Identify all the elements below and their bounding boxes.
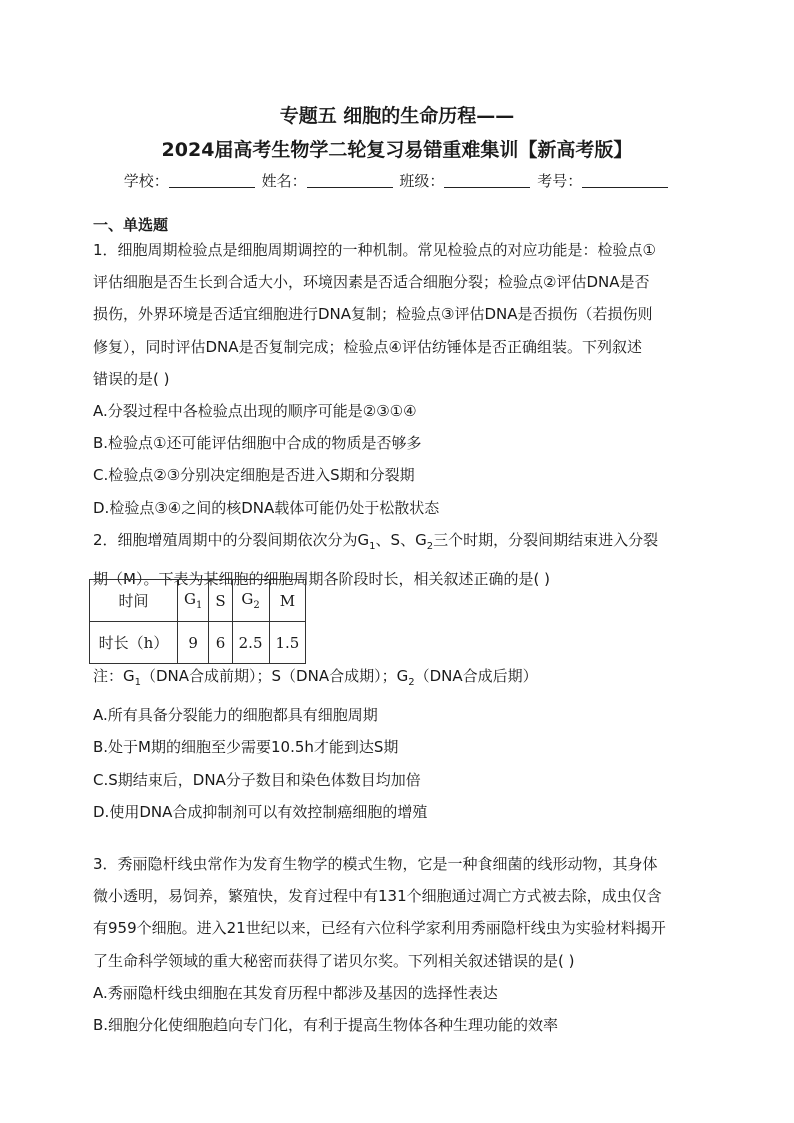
q3-stem-line: 3．秀丽隐杆线虫常作为发育生物学的模式生物，它是一种食细菌的线形动物，其身体 (93, 855, 658, 873)
q2-option-c: C.S期结束后，DNA分子数目和染色体数目均加倍 (93, 770, 421, 789)
table-header-cell: M (269, 580, 306, 622)
q3-option-a: A.秀丽隐杆线虫细胞在其发育历程中都涉及基因的选择性表达 (93, 983, 498, 1002)
q2-table-note (93, 660, 705, 699)
q1-option-d: D.检验点③④之间的核DNA载体可能仍处于松散状态 (93, 498, 440, 517)
q3-stem-line: 微小透明，易饲养，繁殖快，发育过程中有131个细胞通过凋亡方式被去除，成虫仅含 (93, 887, 662, 906)
question-3 (93, 848, 705, 1041)
q2-option-d: D.使用DNA合成抑制剂可以有效控制癌细胞的增殖 (93, 802, 428, 821)
table-cell: 时长（h） (90, 622, 178, 664)
student-info-line (0, 170, 794, 191)
class-label: 班级： (399, 172, 445, 190)
section-heading: 一、单选题 (93, 216, 169, 234)
q1-stem-line: 错误的是( ) (93, 369, 170, 388)
note-part: （DNA合成前期）；S（DNA合成期）；G (141, 667, 409, 685)
cell-cycle-table (89, 579, 306, 664)
school-blank[interactable] (169, 173, 255, 188)
q2-subscript: 1 (369, 541, 376, 552)
note-subscript: 1 (134, 677, 141, 688)
q3-stem-line: 了生命科学领域的重大秘密而获得了诺贝尔奖。下列相关叙述错误的是( ) (93, 951, 575, 970)
note-part: （DNA合成后期） (414, 667, 538, 685)
name-blank[interactable] (307, 173, 393, 188)
table-header-cell: $G_1$ (178, 580, 209, 622)
question-1 (93, 234, 705, 524)
table-cell: 1.5 (269, 622, 306, 664)
q2-option-a: A.所有具备分裂能力的细胞都具有细胞周期 (93, 706, 378, 725)
q1-option-b: B.检验点①还可能评估细胞中合成的物质是否够多 (93, 434, 422, 453)
q2-stem-part: 2．细胞增殖周期中的分裂间期依次分为G (93, 531, 370, 549)
class-blank[interactable] (444, 173, 530, 188)
q1-option-a: A.分裂过程中各检验点出现的顺序可能是②③①④ (93, 402, 417, 421)
number-label: 考号： (537, 172, 583, 190)
q3-stem-line: 有959个细胞。进入21世纪以来，已经有六位科学家利用秀丽隐杆线虫为实验材料揭开 (93, 919, 666, 938)
q2-stem-part: 、S、G (375, 531, 427, 549)
table-header-cell: S (209, 580, 232, 622)
table-cell: 9 (178, 622, 209, 664)
table-header-cell: $G_2$ (232, 580, 269, 622)
q1-stem-line: 评估细胞是否生长到合适大小，环境因素是否适合细胞分裂；检验点②评估DNA是否 (93, 273, 650, 292)
q1-stem-line: 1．细胞周期检验点是细胞周期调控的一种机制。常见检验点的对应功能是：检验点① (93, 241, 656, 259)
q1-stem-line: 修复），同时评估DNA是否复制完成；检验点④评估纺锤体是否正确组装。下列叙述 (93, 337, 642, 356)
name-label: 姓名： (261, 172, 307, 190)
q2-subscript: 2 (426, 541, 434, 552)
q2-stem-line: 期（M）。下表为某细胞的细胞周期各阶段时长，相关叙述正确的是( ) (93, 570, 550, 589)
note-subscript: 2 (408, 677, 415, 688)
q1-option-c: C.检验点②③分别决定细胞是否进入S期和分裂期 (93, 466, 415, 485)
question-2-options (93, 660, 705, 828)
table-cell: 2.5 (232, 622, 269, 664)
page-title-line2: 2024届高考生物学二轮复习易错重难集训【新高考版】 (161, 139, 633, 161)
q3-option-b: B.细胞分化使细胞趋向专门化，有利于提高生物体各种生理功能的效率 (93, 1016, 559, 1035)
table-row (90, 622, 306, 664)
table-header-row (90, 580, 306, 622)
school-label: 学校： (123, 172, 169, 190)
table-cell: 6 (209, 622, 232, 664)
q1-stem-line: 损伤，外界环境是否适宜细胞进行DNA复制；检验点③评估DNA是否损伤（若损伤则 (93, 305, 653, 324)
number-blank[interactable] (582, 173, 668, 188)
q2-stem-part: 三个时期，分裂间期结束进入分裂 (433, 531, 659, 549)
table-header-cell: 时间 (90, 580, 178, 622)
q2-option-b: B.处于M期的细胞至少需要10.5h才能到达S期 (93, 738, 399, 757)
page-title-line1: 专题五 细胞的生命历程—— (279, 105, 515, 127)
note-part: 注：G (93, 667, 135, 685)
q2-stem-line (93, 524, 705, 563)
